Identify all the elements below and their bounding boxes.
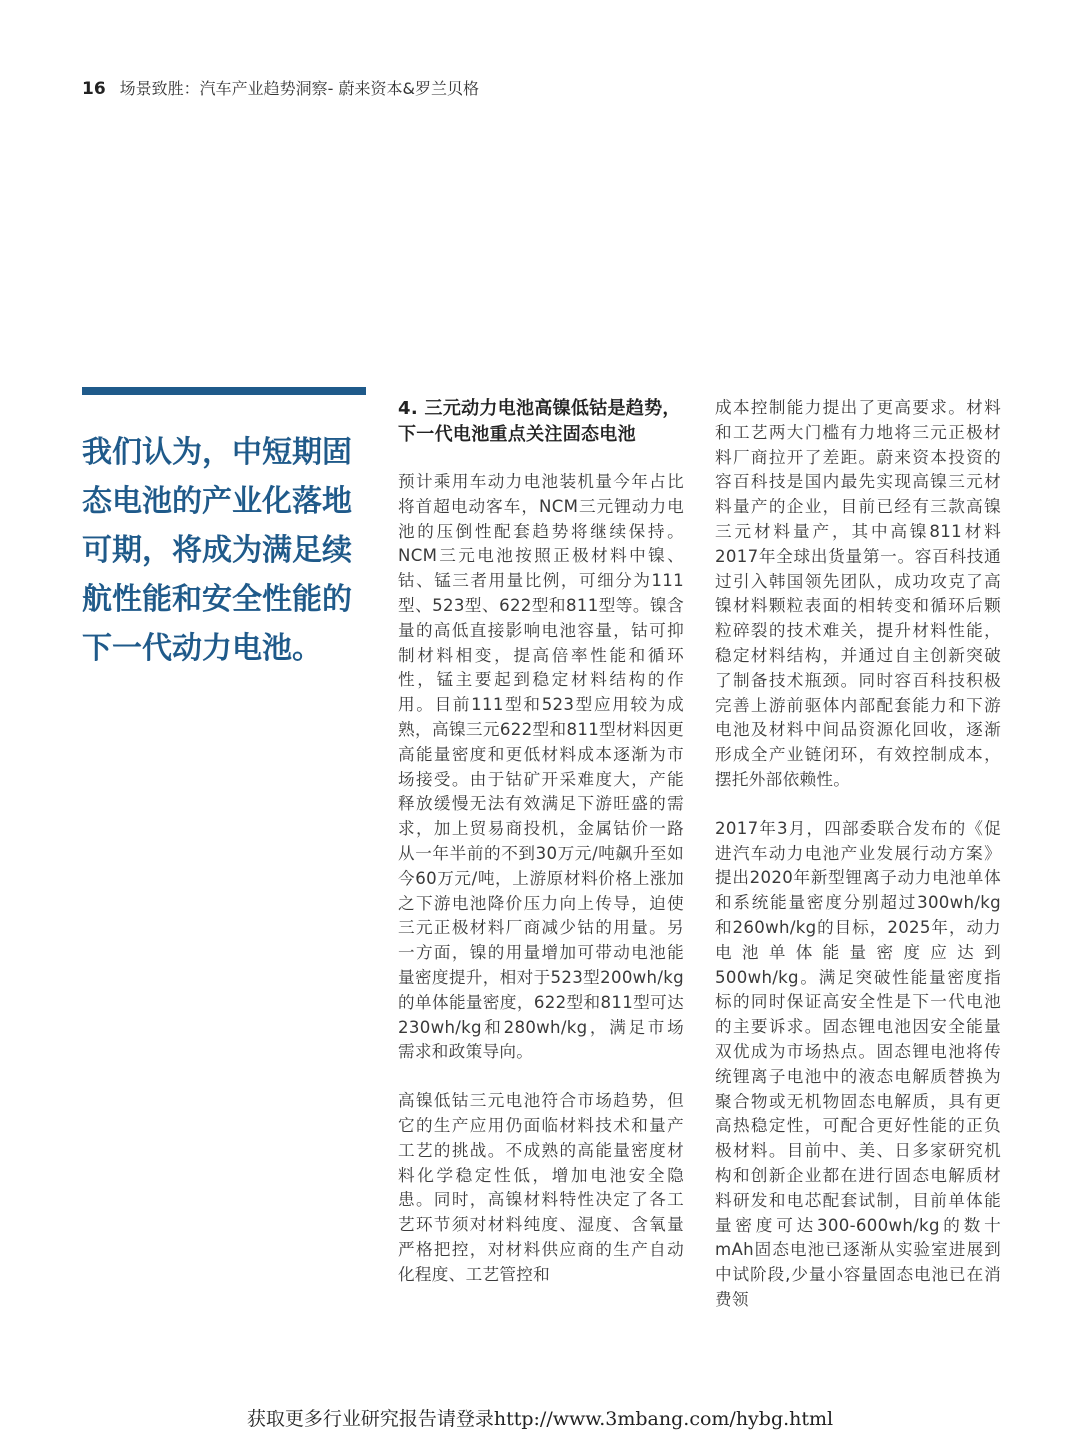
running-header	[82, 76, 479, 99]
page-number: 16	[82, 79, 106, 99]
footer-link-text[interactable]: 获取更多行业研究报告请登录http://www.3mbang.com/hybg.html	[246, 1408, 834, 1430]
paragraph-1: 预计乘用车动力电池装机量今年占比将首超电动客车，NCM三元锂动力电池的压倒性配套趋势将继续保持。NCM三元电池按照正极材料中镍、钴、锰三者用量比例，可细分为111型、523型、622型和811型等。镍含量的高低直接影响电池容量，钴可抑制材料相变，提高倍率性能和循环性，锰主要起到稳定材料结构的作用。目前111型和523型应用较为成熟，高镍三元622型和811型材料因更高能量密度和更低材料成本逐渐为市场接受。由于钴矿开采难度大，产能释放缓慢无法有效满足下游旺盛的需求，加上贸易商投机，金属钴价一路从一年半前的不到30万元/吨飙升至如今60万元/吨，上游原材料价格上涨加之下游电池降价压力向上传导，迫使三元正极材料厂商减少钴的用量。另一方面，镍的用量增加可带动电池能量密度提升，相对于523型200wh/kg的单体能量密度，622型和811型可达230wh/kg和280wh/kg，满足市场需求和政策导向。	[398, 472, 684, 1062]
document-title: 场景致胜：汽车产业趋势洞察- 蔚来资本&罗兰贝格	[119, 79, 480, 98]
text-column-right	[715, 396, 1001, 1313]
text-column-left	[398, 396, 684, 1288]
paragraph-4: 2017年3月，四部委联合发布的《促进汽车动力电池产业发展行动方案》提出2020年新型锂离子动力电池单体和系统能量密度分别超过300wh/kg和260wh/kg的目标，2025年，动力电池单体能量密度应达到500wh/kg。满足突破性能量密度指标的同时保证高安全性是下一代电池的主要诉求。固态锂电池因安全能量双优成为市场热点。固态锂电池将传统锂离子电池中的液态电解质替换为聚合物或无机物固态电解质，具有更高热稳定性，可配合更好性能的正负极材料。目前中、美、日多家研究机构和创新企业都在进行固态电解质材料研发和电芯配套试制，目前单体能量密度可达300-600wh/kg的数十mAh固态电池已逐渐从实验室进展到中试阶段,少量小容量固态电池已在消费领	[715, 818, 1001, 1309]
pull-quote: 我们认为，中短期固态电池的产业化落地可期，将成为满足续航性能和安全性能的下一代动力电池。	[82, 435, 352, 666]
callout-rule	[82, 387, 366, 395]
section-heading: 4. 三元动力电池高镍低钴是趋势，下一代电池重点关注固态电池	[398, 398, 681, 445]
paragraph-3: 成本控制能力提出了更高要求。材料和工艺两大门槛有力地将三元正极材料厂商拉开了差距。蔚来资本投资的容百科技是国内最先实现高镍三元材料量产的企业，目前已经有三款高镍三元材料量产，其中高镍811材料2017年全球出货量第一。容百科技通过引入韩国领先团队，成功攻克了高镍材料颗粒表面的相转变和循环后颗粒碎裂的技术难关，提升材料性能，稳定材料结构，并通过自主创新突破了制备技术瓶颈。同时容百科技积极完善上游前驱体内部配套能力和下游电池及材料中间品资源化回收，逐渐形成全产业链闭环，有效控制成本，摆托外部依赖性。	[715, 398, 1001, 789]
paragraph-2: 高镍低钴三元电池符合市场趋势，但它的生产应用仍面临材料技术和量产工艺的挑战。不成熟的高能量密度材料化学稳定性低，增加电池安全隐患。同时，高镍材料特性决定了各工艺环节须对材料纯度、湿度、含氧量严格把控，对材料供应商的生产自动化程度、工艺管控和	[398, 1091, 684, 1284]
